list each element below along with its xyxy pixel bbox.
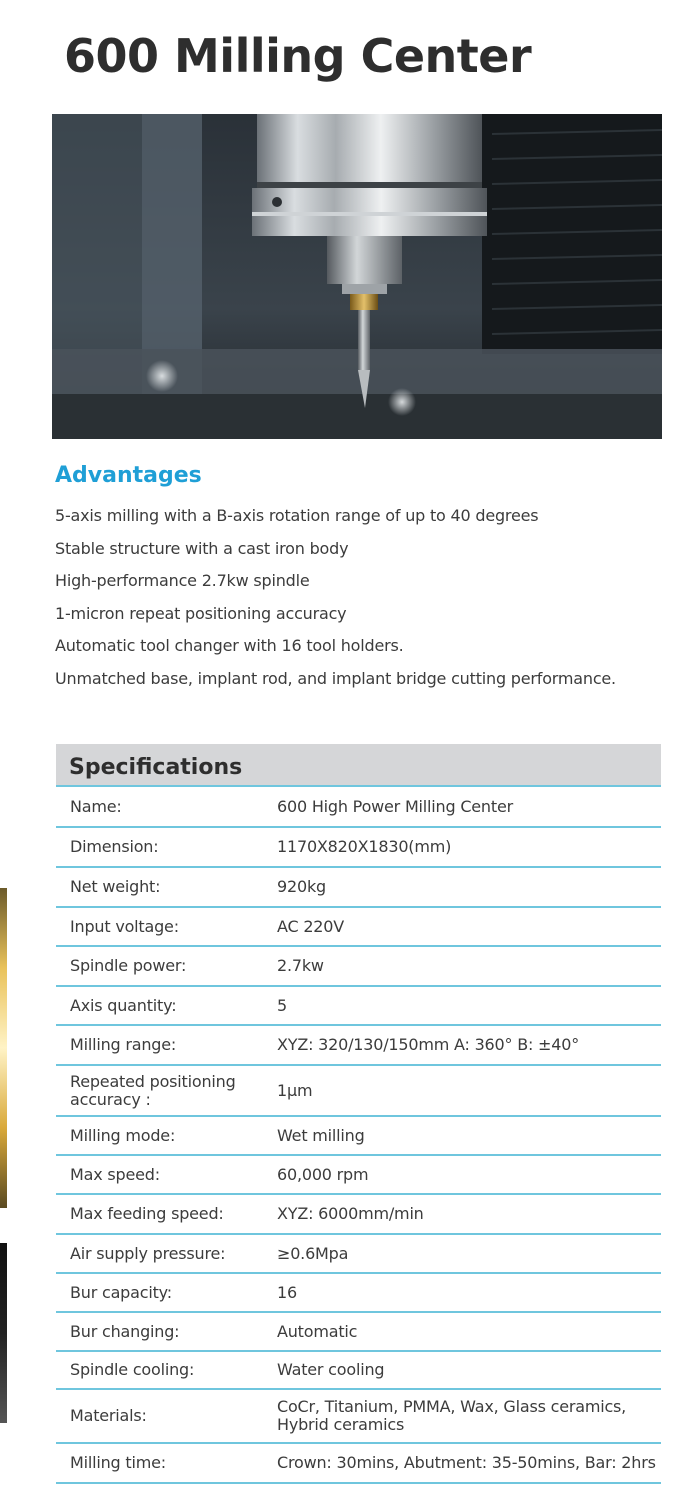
table-row <box>56 828 661 868</box>
spec-label: Bur changing: <box>70 1321 180 1341</box>
spec-value: AC 220V <box>277 916 345 936</box>
spec-label: Name: <box>70 796 122 816</box>
list-item: Stable structure with a cast iron body <box>55 538 349 558</box>
spec-value: 5 <box>277 995 287 1015</box>
table-row <box>56 1156 661 1195</box>
table-row <box>56 1026 661 1066</box>
table-row <box>56 1352 661 1390</box>
table-row <box>56 1444 661 1484</box>
table-row <box>56 1066 661 1117</box>
edge-decoration <box>0 888 7 1208</box>
spec-value: 60,000 rpm <box>277 1164 369 1184</box>
spec-label: Milling range: <box>70 1035 177 1054</box>
page-title: 600 Milling Center <box>64 29 532 83</box>
spec-label: Net weight: <box>70 877 161 896</box>
spec-value: Crown: 30mins, Abutment: 35-50mins, Bar: 2hrs <box>277 1453 656 1472</box>
list-item: High-performance 2.7kw spindle <box>55 571 310 590</box>
spec-label: Materials: <box>70 1406 147 1425</box>
list-item: Automatic tool changer with 16 tool holders. <box>55 636 404 655</box>
specifications-heading: Specifications <box>69 755 243 780</box>
table-row <box>56 908 661 947</box>
spindle-photo <box>52 114 662 439</box>
spec-label: Spindle cooling: <box>70 1360 195 1379</box>
advantages-list <box>55 500 616 695</box>
spec-label: Repeated positioning accuracy : <box>70 1071 236 1109</box>
table-row <box>56 787 661 828</box>
spec-label: Air supply pressure: <box>70 1243 226 1263</box>
list-item: 1-micron repeat positioning accuracy <box>55 603 347 623</box>
spec-value: XYZ: 320/130/150mm A: 360° B: ±40° <box>277 1035 580 1054</box>
spec-value: Automatic <box>277 1321 358 1341</box>
table-row <box>56 1390 661 1444</box>
table-row <box>56 987 661 1026</box>
spec-value: CoCr, Titanium, PMMA, Wax, Glass ceramics, Hybrid ceramics <box>277 1397 627 1434</box>
table-row <box>56 1313 661 1352</box>
table-row <box>56 1274 661 1313</box>
table-row <box>56 947 661 987</box>
spec-value: XYZ: 6000mm/min <box>277 1204 424 1223</box>
spec-value: Wet milling <box>277 1125 365 1145</box>
spec-value: 920kg <box>277 877 326 896</box>
spec-label: Bur capacity: <box>70 1282 172 1302</box>
advantages-heading: Advantages <box>55 463 202 488</box>
spec-label: Spindle power: <box>70 956 187 975</box>
spec-value: Water cooling <box>277 1360 385 1379</box>
table-row <box>56 868 661 908</box>
table-row <box>56 1195 661 1235</box>
spec-label: Milling time: <box>70 1453 166 1472</box>
spec-label: Axis quantity: <box>70 995 177 1015</box>
spec-value: 1μm <box>277 1080 313 1100</box>
spec-label: Max feeding speed: <box>70 1204 224 1223</box>
table-row <box>56 1235 661 1274</box>
specifications-header <box>56 744 661 787</box>
spec-value: 600 High Power Milling Center <box>277 796 513 816</box>
specifications-table <box>56 787 661 1484</box>
table-row <box>56 1117 661 1156</box>
list-item: 5-axis milling with a B-axis rotation range of up to 40 degrees <box>55 506 539 525</box>
spec-value: 16 <box>277 1282 297 1302</box>
spec-label: Milling mode: <box>70 1125 176 1145</box>
spec-label: Dimension: <box>70 837 159 856</box>
spec-label: Max speed: <box>70 1164 160 1184</box>
spec-value: ≥0.6Mpa <box>277 1243 349 1263</box>
list-item: Unmatched base, implant rod, and implant bridge cutting performance. <box>55 668 616 688</box>
spec-value: 1170X820X1830(mm) <box>277 837 452 856</box>
spec-label: Input voltage: <box>70 916 179 936</box>
spec-value: 2.7kw <box>277 956 324 975</box>
edge-decoration <box>0 1243 7 1423</box>
